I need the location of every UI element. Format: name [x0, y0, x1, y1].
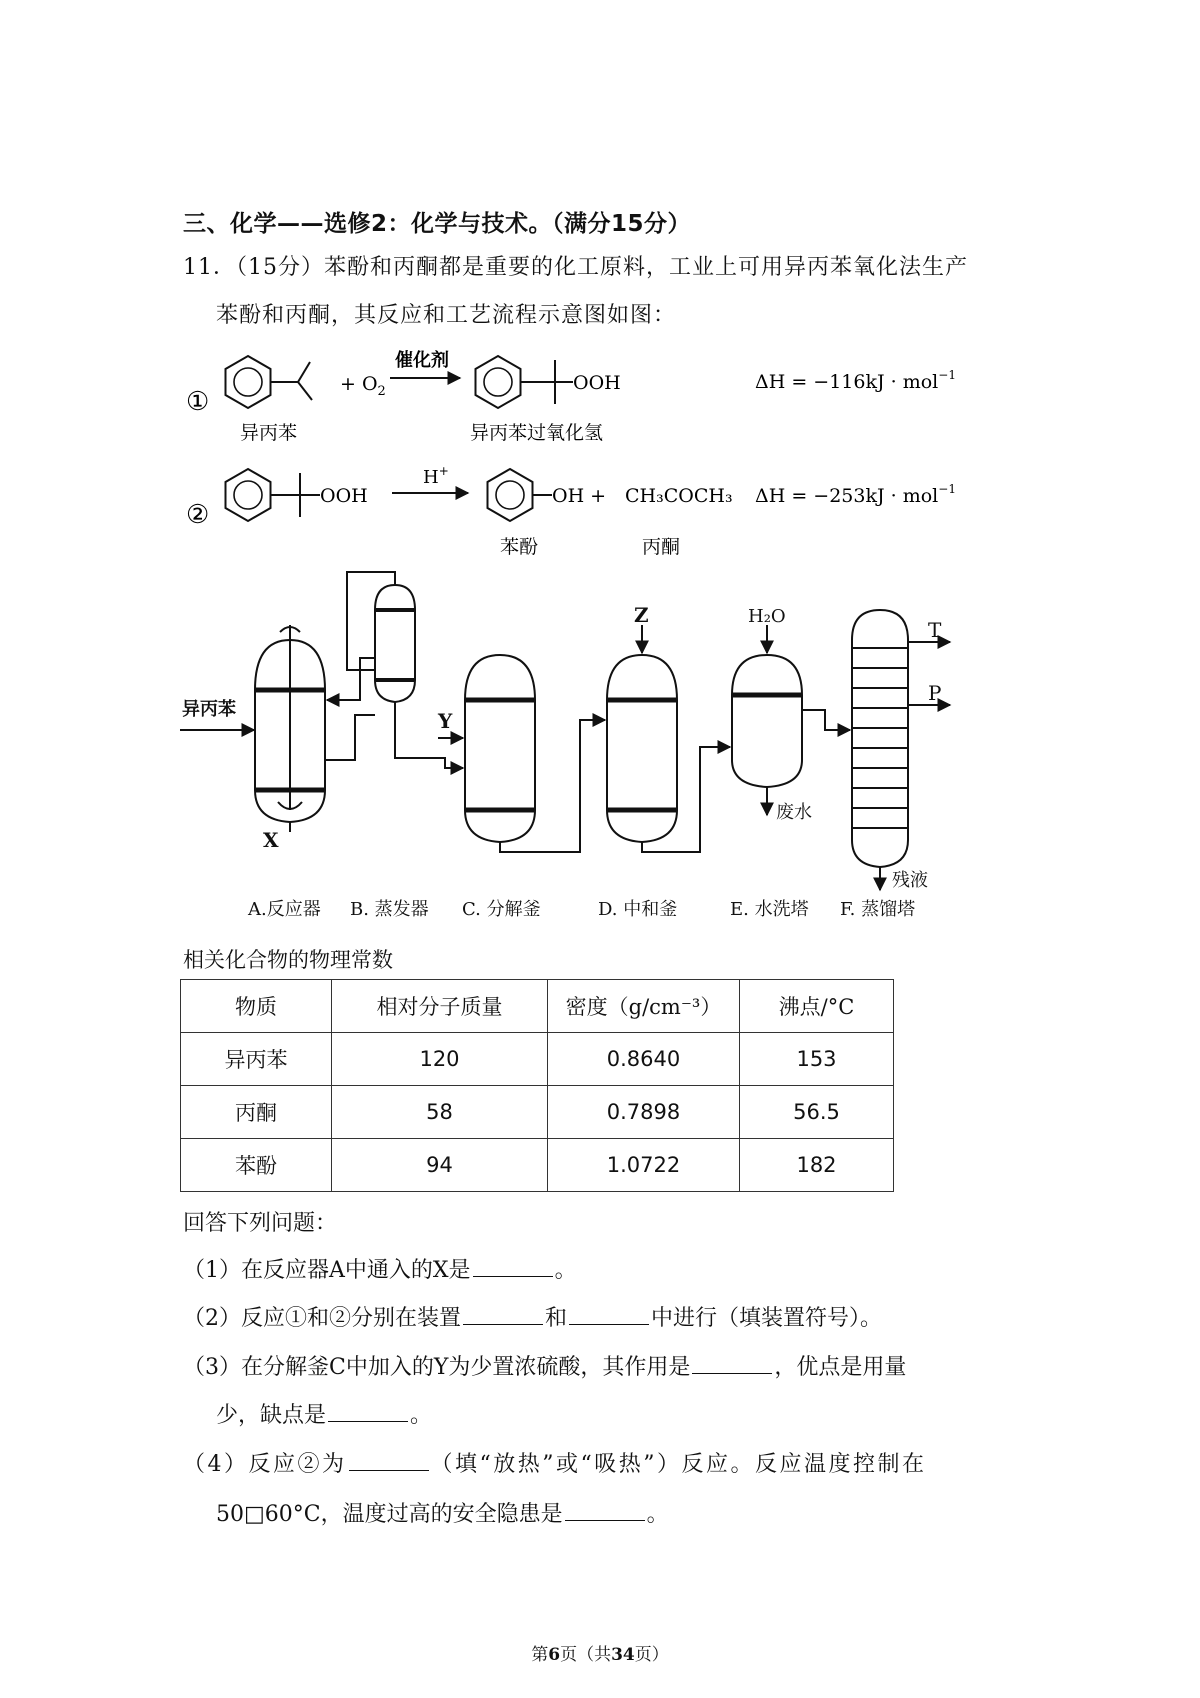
table-header-row: [181, 980, 894, 1033]
unit-c-label: C. 分解釜: [462, 899, 541, 920]
question-number: 11．: [183, 255, 236, 280]
question-line-2: 苯酚和丙酮，其反应和工艺流程示意图如图：: [216, 303, 677, 328]
table-cell: 0.7898: [548, 1086, 740, 1139]
unit-e-water-wash: [732, 655, 802, 787]
cumene-name: 异丙苯: [240, 422, 298, 444]
reaction-1-marker: ①: [186, 387, 210, 417]
table-cell: 182: [740, 1139, 894, 1192]
o2-reagent: + $O_2$: [340, 373, 386, 399]
residue-label: 残液: [892, 870, 928, 891]
feed-label: 异丙苯: [182, 699, 236, 720]
table-cell: 丙酮: [181, 1086, 332, 1139]
ooh-group-2: OOH: [320, 485, 368, 507]
answer-blank[interactable]: [565, 1498, 645, 1521]
page-footer: 第6页（共34页）: [531, 1645, 669, 1665]
benzene-ring-icon: [226, 356, 271, 408]
table-header-cell: 物质: [181, 980, 332, 1033]
table-caption: 相关化合物的物理常数: [183, 948, 393, 972]
reaction-and-flow-diagram: [180, 340, 1065, 930]
section-title: 三、化学——选修2：化学与技术。（满分15分）: [183, 211, 692, 237]
process-flow: [180, 572, 950, 890]
acetone-formula: CH₃COCH₃: [625, 485, 733, 507]
unit-d-label: D. 中和釜: [598, 899, 678, 920]
waste-water-label: 废水: [776, 802, 812, 823]
acetone-name: 丙酮: [642, 536, 681, 558]
acid-catalyst: H+: [423, 464, 449, 488]
table-cell: 0.8640: [548, 1033, 740, 1086]
question-3-line-2: 少，缺点是 。: [216, 1398, 432, 1429]
question-1: （1）在反应器A中通入的X是 。: [183, 1253, 577, 1284]
page-number: 6: [548, 1645, 561, 1665]
question-line-1: 11．（15分）苯酚和丙酮都是重要的化工原料，工业上可用异丙苯氧化法生产: [183, 255, 968, 280]
question-4-line-1: （4）反应②为 （填“放热”或“吸热”）反应。反应温度控制在: [183, 1447, 927, 1478]
reaction-2: [186, 464, 956, 558]
table-cell: 56.5: [740, 1086, 894, 1139]
unit-b-evaporator: [375, 585, 415, 702]
phenol-oh-group: OH +: [552, 485, 607, 507]
table-cell: 58: [332, 1086, 548, 1139]
reaction-1: [186, 349, 956, 444]
answers-intro: 回答下列问题：: [183, 1211, 338, 1236]
question-3-line-1: （3）在分解釜C中加入的Y为少置浓硫酸，其作用是 ，优点是用量: [183, 1350, 906, 1381]
benzene-ring-icon: [226, 469, 271, 521]
table-header-cell: 密度（g/cm⁻³）: [548, 980, 740, 1033]
table-row: [181, 1033, 894, 1086]
table-row: [181, 1086, 894, 1139]
page-total: 34: [611, 1645, 635, 1665]
question-2: （2）反应①和②分别在装置 和 中进行（填装置符号）。: [183, 1301, 882, 1332]
answer-blank[interactable]: [692, 1351, 772, 1374]
answer-blank[interactable]: [473, 1254, 553, 1277]
catalyst-label: 催化剂: [395, 350, 449, 371]
y-label: Y: [438, 709, 453, 733]
answer-blank[interactable]: [349, 1448, 429, 1471]
enthalpy-2: ΔH = −253kJ · mol$^{-1}$: [755, 482, 956, 507]
table-cell: 苯酚: [181, 1139, 332, 1192]
answer-blank[interactable]: [569, 1302, 649, 1325]
enthalpy-1: ΔH = −116kJ · mol$^{-1}$: [755, 368, 956, 393]
table-header-cell: 相对分子质量: [332, 980, 548, 1033]
cumene-hydroperoxide-name: 异丙苯过氧化氢: [470, 422, 604, 444]
reaction-2-marker: ②: [186, 500, 210, 530]
table-row: [181, 1139, 894, 1192]
z-label: Z: [634, 603, 649, 627]
table-cell: 120: [332, 1033, 548, 1086]
benzene-ring-icon: [476, 356, 521, 408]
unit-d-neutralizer: [607, 655, 677, 842]
table-cell: 1.0722: [548, 1139, 740, 1192]
phenol-name: 苯酚: [500, 536, 539, 558]
p-label: P: [928, 681, 942, 705]
benzene-ring-icon: [488, 469, 533, 521]
table-cell: 异丙苯: [181, 1033, 332, 1086]
t-label: T: [928, 618, 942, 642]
ooh-group: OOH: [573, 372, 621, 394]
unit-b-label: B. 蒸发器: [350, 899, 429, 920]
table-header-cell: 沸点/°C: [740, 980, 894, 1033]
table-cell: 153: [740, 1033, 894, 1086]
water-label: H₂O: [748, 606, 786, 627]
answer-blank[interactable]: [328, 1399, 408, 1422]
x-label: X: [263, 828, 279, 852]
unit-a-label: A.反应器: [248, 899, 321, 920]
unit-f-distillation: [852, 610, 908, 867]
physical-constants-table: [180, 979, 894, 1192]
unit-f-label: F. 蒸馏塔: [840, 899, 916, 920]
unit-e-label: E. 水洗塔: [730, 899, 809, 920]
question-4-line-2: 50□60°C，温度过高的安全隐患是 。: [216, 1497, 669, 1528]
unit-a-reactor: [255, 625, 325, 832]
table-cell: 94: [332, 1139, 548, 1192]
unit-c-decomposer: [465, 655, 535, 842]
answer-blank[interactable]: [463, 1302, 543, 1325]
